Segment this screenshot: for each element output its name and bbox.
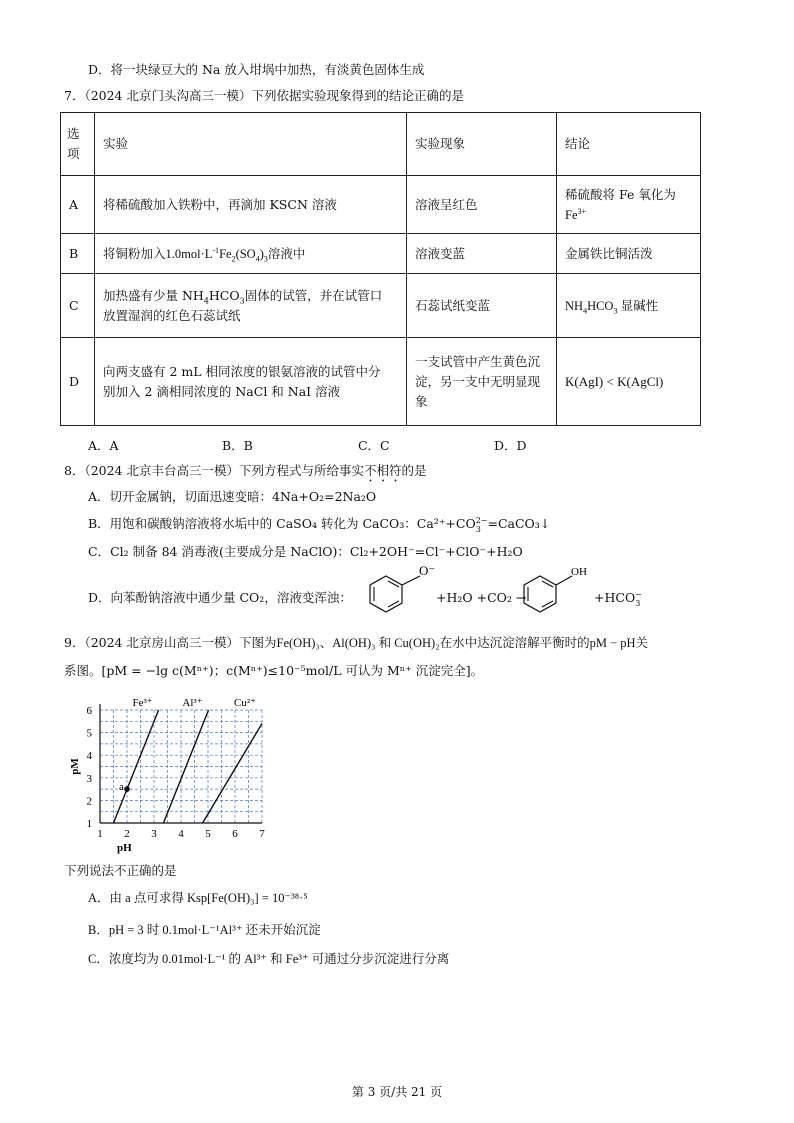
- c-o-bond: [402, 576, 420, 585]
- x-tick-label: 2: [124, 828, 130, 840]
- series-label: Al³⁺: [182, 697, 203, 709]
- phenol-oh-label: OH: [571, 566, 587, 578]
- row-conclusion: 金属铁比铜活泼: [557, 234, 701, 274]
- table-row: [61, 176, 701, 234]
- series-label: Fe³⁺: [132, 697, 153, 709]
- q8-option-d-product: +HCO − 3: [594, 589, 642, 608]
- table-row: [61, 234, 701, 274]
- y-tick-label: 4: [86, 750, 92, 763]
- row-phenomenon: 石蕊试纸变蓝: [407, 274, 557, 338]
- q7-option-c[interactable]: C．C: [357, 438, 390, 453]
- x-tick-label: 6: [232, 828, 238, 840]
- point-a-label: a: [119, 781, 124, 794]
- table-row: [61, 338, 701, 426]
- row-experiment: 将铜粉加入$1.0mol\cdot L^{-1}Fe_2(SO_4)_3$溶液中: [95, 234, 407, 274]
- q8-option-c: C．Cl₂ 制备 84 消毒液(主要成分是 NaClO)：Cl₂+2OH⁻=Cl⁻+ClO⁻+H₂O: [88, 544, 523, 559]
- row-key: C: [61, 274, 95, 338]
- y-axis-label: pM: [69, 758, 81, 775]
- q9-question: 下列说法不正确的是: [64, 863, 177, 878]
- y-tick-label: 1: [86, 818, 92, 830]
- q8-option-d-text: D．向苯酚钠溶液中通少量 CO₂，溶液变浑浊：: [88, 590, 352, 605]
- row-conclusion: K(AgI) < K(AgCl): [557, 338, 701, 426]
- c-oh-bond: [556, 576, 572, 585]
- q7-option-b[interactable]: B．B: [221, 438, 253, 453]
- y-tick-label: 3: [86, 772, 92, 785]
- point-a: [124, 786, 130, 792]
- row-key: D: [61, 338, 95, 426]
- benzene-ring: [370, 576, 402, 612]
- q7-stem: 7．（2024 北京门头沟高三一模）下列依据实验现象得到的结论正确的是: [64, 88, 464, 103]
- x-axis-label: pH: [116, 842, 132, 854]
- y-tick-label: 5: [86, 727, 92, 740]
- q8-option-b: B．用饱和碳酸钠溶液将水垢中的 CaSO₄ 转化为 CaCO₃：Ca²⁺+CO 2− 3 =CaCO₃↓: [88, 515, 551, 534]
- x-tick-label: 1: [97, 828, 103, 840]
- row-phenomenon: 溶液变蓝: [407, 234, 557, 274]
- q9-option-b: B．pH = 3 时 0.1mol·L⁻¹Al³⁺ 还未开始沉淀: [88, 923, 321, 937]
- header-conclusion: 结论: [557, 113, 701, 176]
- header-experiment: 实验: [95, 113, 407, 176]
- y-tick-label: 2: [86, 795, 92, 808]
- header-option: 选项: [61, 113, 95, 176]
- phenoxide-structure: [362, 563, 436, 626]
- q7-options: [88, 437, 527, 455]
- q6-option-d: D．将一块绿豆大的 Na 放入坩埚中加热，有淡黄色固体生成: [88, 62, 425, 77]
- q9-stem-line1: 9．（2024 北京房山高三一模）下图为Fe(OH)₃、Al(OH)₃ 和 Cu(OH)₂在水中达沉淀溶解平衡时的pM − pH关: [64, 635, 649, 650]
- row-conclusion: 稀硫酸将 Fe 氧化为 $Fe^{3+}$: [557, 176, 701, 234]
- arrow-icon: →: [515, 590, 527, 605]
- x-tick-label: 5: [205, 828, 211, 840]
- table-header-row: [61, 113, 701, 176]
- phenol-structure: [516, 562, 596, 626]
- q7-option-a[interactable]: A．A: [88, 438, 119, 453]
- row-phenomenon: 一支试管中产生黄色沉 淀，另一支中无明显现 象: [407, 338, 557, 426]
- q9-option-c: C．浓度均为 0.01mol·L⁻¹ 的 Al³⁺ 和 Fe³⁺ 可通过分步沉淀进行分离: [88, 952, 450, 966]
- q7-table: [60, 112, 701, 426]
- q9-stem-line2: 系图。[pM = −lg c(Mⁿ⁺)；c(Mⁿ⁺)≤10⁻⁵mol/L 可认为 Mⁿ⁺ 沉淀完全]。: [64, 663, 484, 678]
- page-footer: 第 3 页/共 21 页: [351, 1085, 443, 1099]
- q8-option-a: A．切开金属钠，切面迅速变暗：4Na+O₂=2Na₂O: [88, 489, 377, 504]
- row-key: B: [61, 234, 95, 274]
- q8-stem: 8．（2024 北京丰台高三一模）下列方程式与所给事实不相符的是: [64, 463, 427, 478]
- series-line: [203, 724, 262, 823]
- row-experiment: 向两支盛有 2 mL 相同浓度的银氨溶液的试管中分 别加入 2 滴相同浓度的 NaCl 和 NaI 溶液: [95, 338, 407, 426]
- q8-option-d-reagents: +H₂O +CO₂ →: [436, 590, 527, 605]
- x-tick-label: 7: [259, 828, 265, 840]
- header-phenomenon: 实验现象: [407, 113, 557, 176]
- x-tick-label: 4: [178, 828, 184, 840]
- q7-option-d[interactable]: D．D: [493, 438, 527, 453]
- row-experiment: 加热盛有少量 $NH_4HCO_3$固体的试管，并在试管口 放置湿润的红色石蕊试纸: [95, 274, 407, 338]
- phenoxide-o-label: O⁻: [419, 563, 436, 578]
- y-tick-label: 6: [86, 705, 92, 717]
- series-label: Cu²⁺: [234, 697, 256, 709]
- row-conclusion: $NH_4HCO_3$ 显碱性: [557, 274, 701, 338]
- table-row: [61, 274, 701, 338]
- q9-option-a: A．由 a 点可求得 Ksp[Fe(OH)₃] = 10⁻³⁸·⁵: [88, 891, 308, 905]
- pm-ph-chart: [60, 690, 300, 860]
- row-experiment: 将稀硫酸加入铁粉中，再滴加 KSCN 溶液: [95, 176, 407, 234]
- row-key: A: [61, 176, 95, 234]
- row-phenomenon: 溶液呈红色: [407, 176, 557, 234]
- x-tick-label: 3: [151, 828, 157, 840]
- benzene-ring: [524, 576, 556, 612]
